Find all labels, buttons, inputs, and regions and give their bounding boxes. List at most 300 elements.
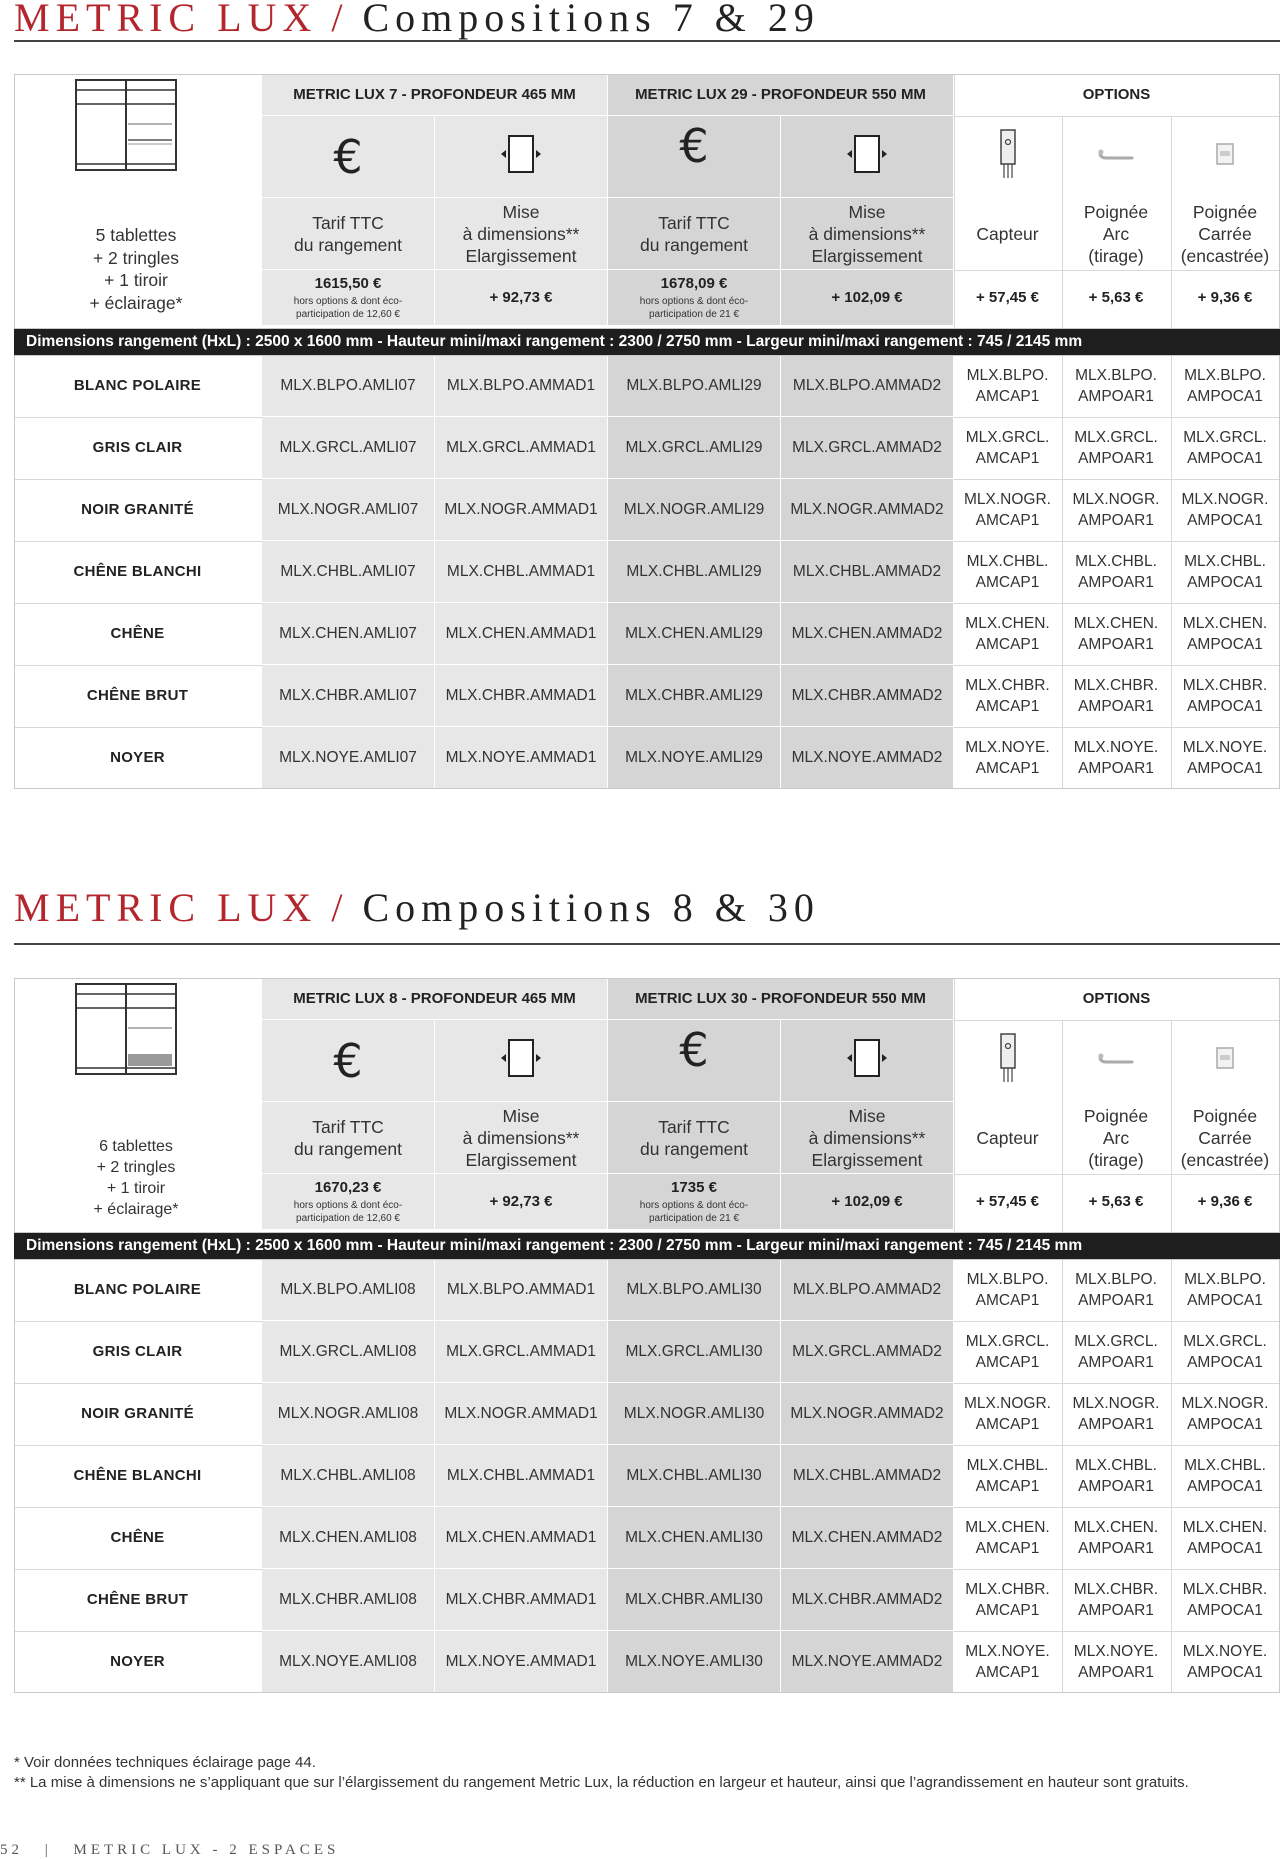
wardrobe-illustration — [74, 78, 178, 177]
text-line: Poignée — [1083, 1105, 1149, 1126]
ref-mise-a — [435, 1383, 608, 1445]
reference-code: MLX.CHEN.AMLI08 — [279, 1528, 417, 1546]
text-line: Tarif TTC — [658, 212, 730, 233]
composition-table-2 — [14, 978, 1280, 1696]
reference-code: MLX.CHBR.AMLI07 — [279, 686, 417, 704]
text-line: à dimensions** — [462, 223, 580, 244]
footer-separator: | — [44, 1842, 52, 1858]
composition-description — [14, 224, 258, 314]
text-line: + 2 tringles — [92, 247, 180, 268]
ref-option-arc — [1062, 603, 1171, 665]
section-title-2: METRIC LUX / Compositions 8 & 30 — [14, 885, 820, 930]
row-divider — [954, 603, 1280, 604]
ref-option-arc — [1062, 1445, 1171, 1507]
text-line: AMPOAR1 — [1078, 1291, 1154, 1309]
ref-option-carree — [1171, 665, 1280, 727]
row-divider — [14, 1445, 262, 1446]
euro-icon: € — [333, 129, 363, 184]
table-row-finish — [14, 1569, 262, 1631]
ref-option-arc — [1062, 727, 1171, 789]
ref-option-arc — [1062, 665, 1171, 727]
table-row-finish — [14, 603, 262, 665]
text-line: Poignée — [1192, 1105, 1258, 1126]
ref-mise-b — [781, 541, 954, 603]
row-divider — [954, 1174, 1280, 1175]
resize-door-icon — [498, 1035, 544, 1086]
column-divider — [1062, 355, 1063, 789]
text-line: hors options & dont éco- — [293, 1199, 403, 1211]
text-line: MLX.CHBL. — [1184, 1456, 1266, 1474]
reference-code: MLX.CHBR.AMLI08 — [279, 1590, 417, 1608]
dimensions-bar: Dimensions rangement (HxL) : 2500 x 1600 mm - Hauteur mini/maxi rangement : 2300 / 2750 mm - Largeur mini/maxi rangement : 745 / 2145 mm — [14, 329, 1280, 355]
text-line: à dimensions** — [808, 1127, 926, 1148]
icon-cell — [1171, 116, 1280, 198]
table-row-finish — [14, 1259, 262, 1321]
text-line: MLX.BLPO. — [1184, 1270, 1266, 1288]
ref-option-arc — [1062, 1259, 1171, 1321]
reference-code: MLX.GRCL.AMMAD1 — [446, 1342, 596, 1360]
reference-code: MLX.GRCL.AMLI30 — [625, 1342, 763, 1360]
reference-code: MLX.GRCL.AMMAD2 — [792, 438, 942, 456]
text-line: MLX.NOGR. — [1181, 490, 1269, 508]
price-value: + 9,36 € — [1197, 1193, 1253, 1210]
reference-code: MLX.CHEN.AMMAD2 — [791, 1528, 943, 1546]
table-row-finish — [14, 541, 262, 603]
reference-code: MLX.GRCL.AMMAD1 — [446, 438, 596, 456]
reference-code: MLX.NOGR.AMLI08 — [277, 1404, 419, 1422]
ref-mise-b — [781, 355, 954, 417]
finish-name: NOYER — [110, 1653, 165, 1670]
ref-model-a — [262, 1259, 435, 1321]
text-line: AMPOAR1 — [1078, 1415, 1154, 1433]
text-line: AMPOCA1 — [1187, 1539, 1263, 1557]
price-mise-a — [435, 270, 608, 326]
column-label-capteur — [954, 1102, 1062, 1174]
ref-mise-a — [435, 1259, 608, 1321]
price-value: + 57,45 € — [976, 1193, 1039, 1210]
price-carree — [1171, 270, 1280, 326]
header-model-a-label: METRIC LUX 8 - PROFONDEUR 465 MM — [293, 990, 576, 1007]
ref-option-arc — [1062, 1631, 1171, 1693]
table-row-finish — [14, 665, 262, 727]
header-options-label: OPTIONS — [1082, 990, 1151, 1007]
text-line: MLX.BLPO. — [966, 1270, 1049, 1288]
column-divider — [1062, 1020, 1063, 1233]
row-divider — [14, 1383, 262, 1384]
ref-model-a — [262, 541, 435, 603]
table-row-finish — [14, 479, 262, 541]
text-line: AMCAP1 — [975, 635, 1040, 653]
ref-option-carree — [1171, 417, 1280, 479]
column-divider — [1062, 1259, 1063, 1693]
icon-cell — [262, 1020, 435, 1102]
row-divider — [14, 665, 262, 666]
price-value: + 5,63 € — [1088, 1193, 1144, 1210]
icon-cell — [435, 1020, 608, 1102]
header-options — [954, 978, 1280, 1020]
text-line: MLX.CHEN. — [1182, 1518, 1268, 1536]
price-value: + 9,36 € — [1197, 289, 1253, 306]
text-line: Elargissement — [465, 245, 577, 266]
ref-option-capteur — [954, 727, 1062, 789]
row-divider — [14, 603, 262, 604]
text-line: MLX.CHEN. — [1182, 614, 1268, 632]
text-line: AMCAP1 — [975, 1291, 1040, 1309]
row-divider — [14, 1631, 262, 1632]
reference-code: MLX.CHBL.AMLI30 — [626, 1466, 762, 1484]
finish-name: CHÊNE — [110, 625, 165, 642]
price-mise-b — [781, 270, 954, 326]
text-line: AMCAP1 — [975, 1477, 1040, 1495]
finish-name: NOYER — [110, 749, 165, 766]
ref-option-capteur — [954, 541, 1062, 603]
text-line: AMCAP1 — [975, 573, 1040, 591]
text-line: MLX.NOYE. — [965, 1642, 1050, 1660]
table-row-finish — [14, 727, 262, 789]
icon-cell — [608, 116, 781, 198]
text-line: AMPOAR1 — [1078, 1539, 1154, 1557]
text-line: Arc — [1102, 1127, 1130, 1148]
text-line: MLX.CHBL. — [966, 1456, 1049, 1474]
price-mise-a — [435, 1174, 608, 1230]
reference-code: MLX.NOYE.AMLI30 — [625, 1652, 763, 1670]
reference-code: MLX.CHEN.AMMAD2 — [791, 624, 943, 642]
text-line: MLX.BLPO. — [966, 366, 1049, 384]
row-divider — [954, 1020, 1280, 1021]
text-line: MLX.NOGR. — [964, 1394, 1051, 1412]
composition-table-1 — [14, 74, 1280, 792]
ref-mise-a — [435, 1321, 608, 1383]
ref-mise-b — [781, 665, 954, 727]
column-divider — [1062, 116, 1063, 329]
price-value: + 92,73 € — [489, 1193, 553, 1210]
ref-model-a — [262, 1631, 435, 1693]
header-model-b-label: METRIC LUX 30 - PROFONDEUR 550 MM — [635, 990, 926, 1007]
reference-code: MLX.BLPO.AMMAD1 — [446, 1280, 596, 1298]
reference-code: MLX.CHEN.AMLI07 — [279, 624, 417, 642]
text-line: participation de 21 € — [648, 308, 740, 320]
text-line: MLX.CHEN. — [1073, 614, 1159, 632]
ref-model-a — [262, 727, 435, 789]
text-line: MLX.NOYE. — [1073, 738, 1159, 756]
column-label-mise — [435, 1102, 608, 1174]
page-number: 52 — [0, 1842, 23, 1858]
text-line: Carrée — [1198, 223, 1252, 244]
text-line: AMCAP1 — [975, 511, 1040, 529]
text-line: MLX.CHBR. — [1182, 1580, 1268, 1598]
ref-option-arc — [1062, 1569, 1171, 1631]
text-line: MLX.CHBR. — [1182, 676, 1268, 694]
price-carree — [1171, 1174, 1280, 1230]
price-value: + 5,63 € — [1088, 289, 1144, 306]
ref-option-arc — [1062, 1507, 1171, 1569]
column-label-mise — [781, 1102, 954, 1174]
reference-code: MLX.GRCL.AMLI29 — [625, 438, 763, 456]
icon-cell — [954, 116, 1062, 198]
reference-code: MLX.CHBR.AMMAD2 — [791, 686, 943, 704]
reference-code: MLX.BLPO.AMLI30 — [626, 1280, 762, 1298]
text-line: AMPOAR1 — [1078, 387, 1154, 405]
ref-option-carree — [1171, 1631, 1280, 1693]
text-line: MLX.NOYE. — [965, 738, 1050, 756]
price-capteur — [954, 1174, 1062, 1230]
ref-option-arc — [1062, 479, 1171, 541]
price-model-a — [262, 270, 435, 326]
text-line: MLX.CHEN. — [965, 614, 1050, 632]
row-divider — [14, 1569, 262, 1570]
section-title-1: METRIC LUX / Compositions 7 & 29 — [14, 0, 820, 40]
column-divider — [1171, 116, 1172, 329]
ref-mise-a — [435, 603, 608, 665]
text-line: MLX.NOYE. — [1182, 1642, 1268, 1660]
text-line: MLX.CHBL. — [1075, 552, 1157, 570]
text-line: AMCAP1 — [975, 387, 1040, 405]
reference-code: MLX.NOYE.AMLI07 — [279, 748, 417, 766]
ref-mise-a — [435, 1569, 608, 1631]
arc-handle-icon — [1096, 1048, 1136, 1073]
square-handle-icon — [1214, 141, 1236, 172]
text-line: AMPOCA1 — [1187, 1601, 1263, 1619]
row-divider — [954, 1631, 1280, 1632]
text-line: MLX.NOYE. — [1073, 1642, 1159, 1660]
row-divider — [14, 1507, 262, 1508]
text-line: (tirage) — [1088, 245, 1144, 266]
text-line: MLX.CHEN. — [1073, 1518, 1159, 1536]
text-line: Mise — [502, 201, 540, 222]
ref-option-carree — [1171, 479, 1280, 541]
finish-name: CHÊNE BRUT — [86, 687, 189, 704]
column-divider — [1171, 1259, 1172, 1693]
text-line: MLX.CHBR. — [965, 1580, 1050, 1598]
ref-option-capteur — [954, 1631, 1062, 1693]
text-line: + éclairage* — [93, 1201, 179, 1218]
text-line: 6 tablettes — [99, 1138, 173, 1155]
text-line: Tarif TTC — [658, 1116, 730, 1137]
icon-cell — [608, 1020, 781, 1102]
reference-code: MLX.CHBL.AMLI08 — [280, 1466, 416, 1484]
ref-option-capteur — [954, 1569, 1062, 1631]
text-line: MLX.CHBL. — [1075, 1456, 1157, 1474]
footnote-dimensions: ** La mise à dimensions ne s’appliquant que sur l’élargissement du rangement Metric Lux, la réduction en largeur et hauteur, ainsi que l’agrandissement en hauteur sont gratuits. — [14, 1774, 1189, 1791]
ref-mise-b — [781, 603, 954, 665]
reference-code: MLX.BLPO.AMMAD2 — [792, 1280, 942, 1298]
ref-option-capteur — [954, 355, 1062, 417]
column-label-arc — [1062, 198, 1171, 270]
reference-code: MLX.BLPO.AMLI29 — [626, 376, 762, 394]
text-line: MLX.NOGR. — [1072, 490, 1160, 508]
row-divider — [954, 1445, 1280, 1446]
row-divider — [954, 116, 1280, 117]
ref-mise-a — [435, 665, 608, 727]
sensor-icon — [997, 1032, 1019, 1089]
text-line: + éclairage* — [89, 292, 183, 313]
footer-text: METRIC LUX - 2 ESPACES — [73, 1842, 340, 1858]
price-value: 1670,23 € — [314, 1178, 382, 1196]
footnote-lighting: * Voir données techniques éclairage page 44. — [14, 1754, 316, 1771]
icon-cell — [1062, 1020, 1171, 1102]
text-line: AMPOAR1 — [1078, 511, 1154, 529]
reference-code: MLX.NOGR.AMMAD2 — [790, 500, 944, 518]
ref-option-capteur — [954, 603, 1062, 665]
sensor-icon — [997, 128, 1019, 185]
text-line: AMPOAR1 — [1078, 1477, 1154, 1495]
text-line: (tirage) — [1088, 1149, 1144, 1170]
finish-name: BLANC POLAIRE — [73, 1281, 202, 1298]
icon-cell — [435, 116, 608, 198]
price-model-b — [608, 1174, 781, 1230]
reference-code: MLX.GRCL.AMLI07 — [279, 438, 417, 456]
dimensions-bar: Dimensions rangement (HxL) : 2500 x 1600 mm - Hauteur mini/maxi rangement : 2300 / 2750 mm - Largeur mini/maxi rangement : 745 / 2145 mm — [14, 1233, 1280, 1259]
row-divider — [954, 1569, 1280, 1570]
page-footer — [0, 1842, 339, 1859]
text-line: Capteur — [976, 1127, 1039, 1148]
column-label-arc — [1062, 1102, 1171, 1174]
column-divider — [1171, 355, 1172, 789]
reference-code: MLX.NOGR.AMMAD2 — [790, 1404, 944, 1422]
text-line: MLX.BLPO. — [1184, 366, 1266, 384]
ref-mise-b — [781, 479, 954, 541]
ref-option-arc — [1062, 417, 1171, 479]
eco-note — [640, 295, 748, 321]
finish-name: GRIS CLAIR — [92, 439, 183, 456]
reference-code: MLX.GRCL.AMLI08 — [279, 1342, 417, 1360]
text-line: AMCAP1 — [975, 1539, 1040, 1557]
price-mise-b — [781, 1174, 954, 1230]
text-line: MLX.GRCL. — [965, 428, 1050, 446]
resize-door-icon — [498, 131, 544, 182]
finish-name: GRIS CLAIR — [92, 1343, 183, 1360]
text-line: (encastrée) — [1180, 1149, 1270, 1170]
text-line: Tarif TTC — [312, 212, 384, 233]
table-row-finish — [14, 1445, 262, 1507]
ref-model-b — [608, 479, 781, 541]
text-line: AMPOCA1 — [1187, 697, 1263, 715]
ref-option-carree — [1171, 1445, 1280, 1507]
reference-code: MLX.NOYE.AMLI08 — [279, 1652, 417, 1670]
text-line: AMPOAR1 — [1078, 1353, 1154, 1371]
finish-name: CHÊNE — [110, 1529, 165, 1546]
row-divider — [14, 727, 262, 728]
text-line: MLX.NOGR. — [1072, 1394, 1160, 1412]
text-line: Capteur — [976, 223, 1039, 244]
ref-option-capteur — [954, 665, 1062, 727]
ref-option-carree — [1171, 541, 1280, 603]
ref-option-arc — [1062, 1383, 1171, 1445]
price-value: 1735 € — [671, 1178, 717, 1196]
row-divider — [954, 1383, 1280, 1384]
ref-model-a — [262, 1569, 435, 1631]
text-line: 5 tablettes — [95, 225, 177, 245]
ref-option-capteur — [954, 479, 1062, 541]
price-value: 1678,09 € — [660, 274, 728, 292]
icon-cell — [1171, 1020, 1280, 1102]
ref-mise-b — [781, 1445, 954, 1507]
ref-option-arc — [1062, 355, 1171, 417]
ref-model-a — [262, 417, 435, 479]
reference-code: MLX.BLPO.AMLI08 — [280, 1280, 416, 1298]
text-line: AMPOCA1 — [1187, 759, 1263, 777]
square-handle-icon — [1214, 1045, 1236, 1076]
text-line: hors options & dont éco- — [639, 295, 749, 307]
text-line: AMPOAR1 — [1078, 449, 1154, 467]
ref-model-b — [608, 1569, 781, 1631]
ref-model-b — [608, 541, 781, 603]
icon-cell — [1062, 116, 1171, 198]
price-arc — [1062, 270, 1171, 326]
reference-code: MLX.CHEN.AMMAD1 — [445, 1528, 597, 1546]
table-row-finish — [14, 1321, 262, 1383]
text-line: AMPOCA1 — [1187, 1477, 1263, 1495]
reference-code: MLX.NOYE.AMMAD1 — [445, 748, 597, 766]
text-line: du rangement — [640, 234, 748, 255]
ref-model-a — [262, 1507, 435, 1569]
header-model-a — [262, 74, 608, 116]
reference-code: MLX.NOYE.AMMAD2 — [791, 1652, 943, 1670]
text-line: MLX.CHBR. — [965, 676, 1050, 694]
text-line: MLX.GRCL. — [1183, 428, 1267, 446]
icon-cell — [262, 116, 435, 198]
text-line: (encastrée) — [1180, 245, 1270, 266]
text-line: hors options & dont éco- — [293, 295, 403, 307]
ref-mise-b — [781, 1259, 954, 1321]
text-line: + 1 tiroir — [106, 1180, 166, 1197]
ref-mise-a — [435, 1445, 608, 1507]
ref-model-a — [262, 479, 435, 541]
text-line: AMPOCA1 — [1187, 1291, 1263, 1309]
row-divider — [954, 417, 1280, 418]
ref-model-b — [608, 1321, 781, 1383]
text-line: MLX.GRCL. — [965, 1332, 1050, 1350]
ref-model-a — [262, 665, 435, 727]
header-options — [954, 74, 1280, 116]
text-line: MLX.CHBR. — [1073, 1580, 1159, 1598]
ref-model-b — [608, 727, 781, 789]
ref-model-a — [262, 603, 435, 665]
text-line: AMPOCA1 — [1187, 449, 1263, 467]
text-line: du rangement — [294, 1138, 402, 1159]
text-line: MLX.BLPO. — [1075, 1270, 1157, 1288]
row-divider — [954, 1507, 1280, 1508]
ref-model-b — [608, 1259, 781, 1321]
text-line: MLX.CHBL. — [966, 552, 1049, 570]
ref-option-capteur — [954, 1321, 1062, 1383]
price-value: + 57,45 € — [976, 289, 1039, 306]
text-line: AMPOAR1 — [1078, 1601, 1154, 1619]
text-line: + 2 tringles — [96, 1159, 176, 1176]
ref-model-b — [608, 1631, 781, 1693]
text-line: Arc — [1102, 223, 1130, 244]
icon-cell — [954, 1020, 1062, 1102]
text-line: AMPOCA1 — [1187, 387, 1263, 405]
text-line: + 1 tiroir — [104, 270, 168, 290]
eco-note — [294, 1199, 402, 1225]
euro-icon: € — [333, 1033, 363, 1088]
ref-model-a — [262, 1383, 435, 1445]
table-row-finish — [14, 1507, 262, 1569]
text-line: Tarif TTC — [312, 1116, 384, 1137]
ref-mise-a — [435, 417, 608, 479]
column-label-tarif — [262, 198, 435, 270]
text-line: MLX.CHBR. — [1073, 676, 1159, 694]
reference-code: MLX.CHBR.AMMAD1 — [445, 686, 597, 704]
ref-option-carree — [1171, 1321, 1280, 1383]
price-model-a — [262, 1174, 435, 1230]
text-line: AMCAP1 — [975, 1415, 1040, 1433]
text-line: MLX.GRCL. — [1183, 1332, 1267, 1350]
ref-model-b — [608, 355, 781, 417]
price-value: 1615,50 € — [314, 274, 382, 292]
text-line: AMPOCA1 — [1187, 1415, 1263, 1433]
